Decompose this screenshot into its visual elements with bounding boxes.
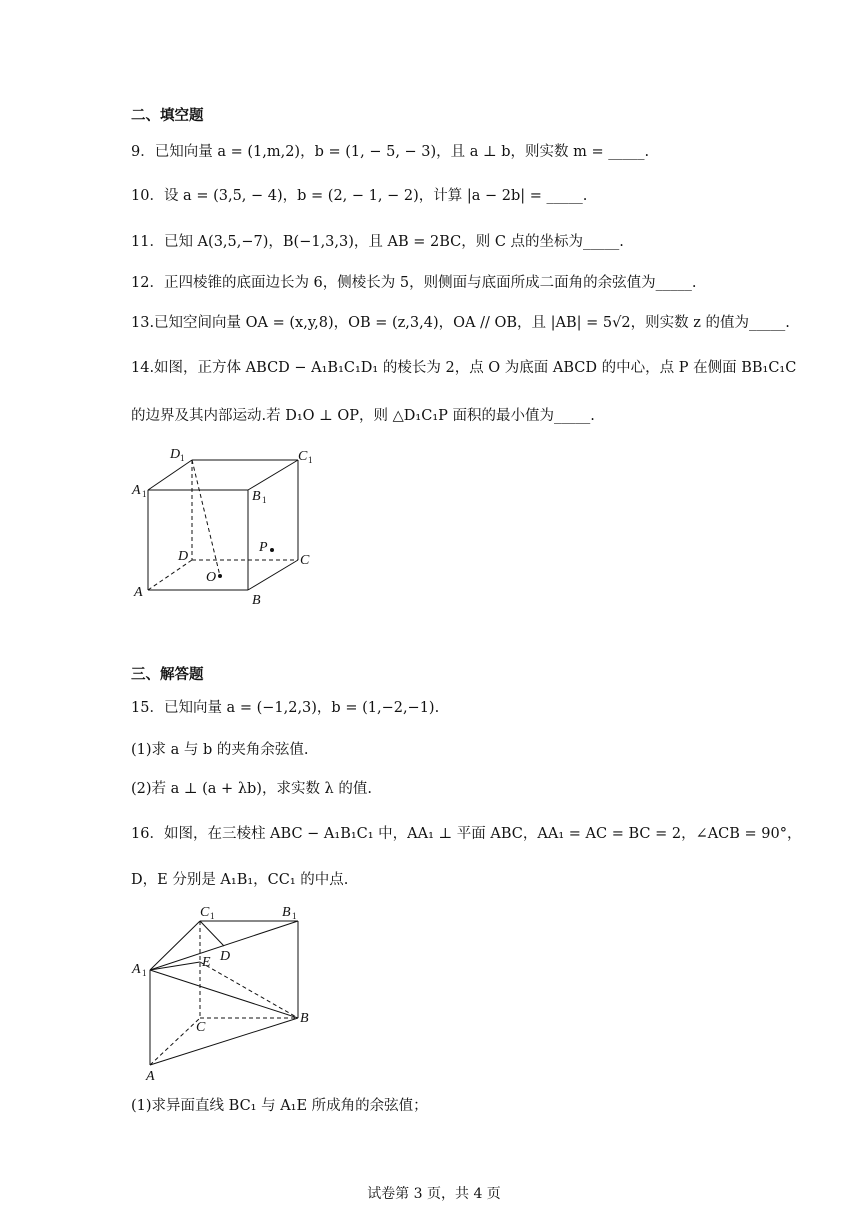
edge [150,1018,298,1065]
question-12: 12．正四棱锥的底面边长为 6，侧棱长为 5，则侧面与底面所成二面角的余弦值为_____. [131,275,697,291]
question-15-part1: (1)求 a 与 b 的夹角余弦值. [131,742,309,758]
hidden-edge [148,560,192,590]
label-E: E [202,955,211,970]
label-D: D [220,949,231,964]
point-O [218,574,222,578]
label-C1-sub: 1 [210,911,215,921]
question-15-part2: (2)若 a ⊥ (a + λb)，求实数 λ 的值. [131,781,372,797]
label-D1-sub: 1 [180,453,185,463]
label-P: P [259,540,268,555]
question-16-line1: 16．如图，在三棱柱 ABC − A₁B₁C₁ 中，AA₁ ⊥ 平面 ABC，AA₁ = AC = BC = 2，∠ACB = 90°， [131,826,802,842]
label-C1: C [298,449,308,464]
question-14-line2: 的边界及其内部运动.若 D₁O ⊥ OP，则 △D₁C₁P 面积的最小值为_____. [131,408,595,424]
question-14-line1: 14.如图，正方体 ABCD − A₁B₁C₁D₁ 的棱长为 2，点 O 为底面 ABCD 的中心，点 P 在侧面 BB₁C₁C [131,360,797,376]
edge [150,921,200,970]
label-B1-sub: 1 [292,911,297,921]
prism-figure [130,900,330,1085]
edge [200,921,224,946]
hidden-edge [192,460,220,576]
page-footer: 试卷第 3 页，共 4 页 [367,1186,501,1202]
question-16-line2: D，E 分别是 A₁B₁，CC₁ 的中点. [131,872,349,888]
label-A: A [146,1069,155,1084]
cube-figure [130,440,330,610]
label-A1-sub: 1 [142,489,147,499]
question-13: 13.已知空间向量 OA = (x,y,8)，OB = (z,3,4)，OA // OB，且 |AB| = 5√2，则实数 z 的值为_____. [131,315,790,331]
section-title-solve: 三、解答题 [131,667,204,683]
section-title-fill-blank: 二、填空题 [131,108,204,124]
label-C1: C [200,905,210,920]
point-P [270,548,274,552]
label-B: B [300,1011,309,1026]
label-B1: B [282,905,291,920]
label-O: O [206,570,217,585]
label-C1-sub: 1 [308,455,313,465]
edge [248,460,298,490]
hidden-edge [200,962,298,1018]
label-A1: A [132,962,141,977]
label-C: C [196,1020,206,1035]
label-A1-sub: 1 [142,968,147,978]
question-10: 10．设 a = (3,5, − 4)，b = (2, − 1, − 2)，计算 |a − 2b| = _____. [131,188,588,204]
label-A: A [134,585,143,600]
label-A1: A [132,483,141,498]
edge [150,970,298,1018]
hidden-edge [150,1018,200,1065]
question-16-part1: (1)求异面直线 BC₁ 与 A₁E 所成角的余弦值； [131,1098,428,1114]
label-D: D [178,549,189,564]
question-9: 9．已知向量 a = (1,m,2)，b = (1, − 5, − 3)，且 a ⊥ b，则实数 m = _____. [131,144,650,160]
question-11: 11．已知 A(3,5,−7)，B(−1,3,3)，且 AB = 2BC，则 C 点的坐标为_____. [131,234,624,250]
edge [148,460,192,490]
label-B: B [252,593,261,608]
label-D1: D [170,447,181,462]
label-B1: B [252,489,261,504]
question-15: 15．已知向量 a = (−1,2,3)，b = (1,−2,−1). [131,700,440,716]
label-C: C [300,553,310,568]
label-B1-sub: 1 [262,495,267,505]
edge [248,560,298,590]
